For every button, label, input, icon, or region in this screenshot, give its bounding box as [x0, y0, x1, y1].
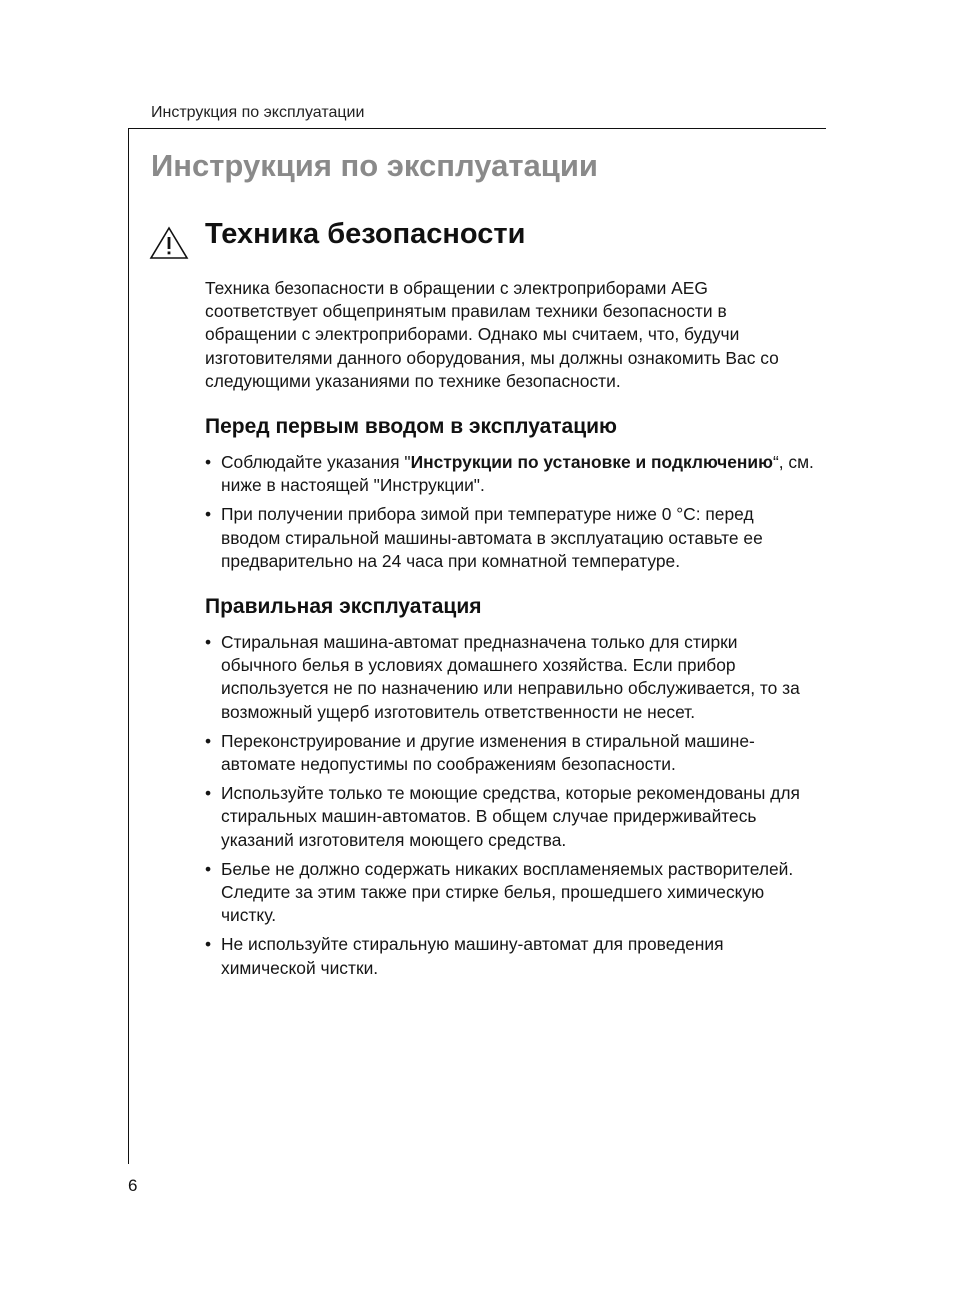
section-title: Техника безопасности [205, 218, 526, 250]
bullet-icon: • [205, 632, 212, 653]
bullet-icon: • [205, 858, 212, 879]
list-item-text: При получении прибора зимой при температуре ниже 0 °С: перед вводом стиральной машины-автомата в эксплуатацию оставьте ее предварительно на 24 часа при комнатной температуре. [221, 504, 763, 571]
before-first-use-list [205, 451, 815, 573]
proper-use-list [205, 631, 815, 980]
bullet-icon: • [205, 504, 212, 525]
bullet-icon: • [205, 783, 212, 804]
before-first-use-heading: Перед первым вводом в эксплуатацию [205, 415, 617, 439]
chapter-title: Инструкция по эксплуатации [151, 148, 598, 183]
proper-use-heading: Правильная эксплуатация [205, 595, 482, 619]
header-rule [128, 128, 826, 129]
running-header: Инструкция по эксплуатации [151, 104, 365, 121]
list-item [205, 858, 815, 928]
main-content [205, 277, 815, 980]
list-item-text: Белье не должно содержать никаких воспламеняемых растворителей. Следите за этим также при стирке белья, прошедшего химическую чистку. [221, 858, 794, 926]
list-item-text: Переконструирование и другие изменения в стиральной машине-автомате недопустимы по соображениям безопасности. [221, 730, 755, 775]
bullet-icon: • [205, 730, 212, 751]
intro-paragraph: Техника безопасности в обращении с электроприборами AEG соответствует общепринятым правилам техники безопасности в обращении с электроприборами. Однако мы считаем, что, будучи изготовителями данного оборудования, мы должны ознакомить Вас со следующими указаниями по технике безопасности. [205, 278, 779, 391]
list-item [205, 782, 815, 852]
list-item [205, 503, 815, 573]
warning-triangle-icon [149, 226, 189, 260]
list-item [205, 451, 815, 497]
list-item-text: Используйте только те моющие средства, которые рекомендованы для стиральных машин-автоматов. В общем случае придерживайтесь указаний изготовителя моющего средства. [221, 783, 800, 850]
list-item [205, 631, 815, 724]
list-item [205, 933, 815, 979]
bullet-icon: • [205, 934, 212, 955]
instruction-reference: Инструкции по установке и подключению [410, 452, 773, 473]
list-item-text: Стиральная машина-автомат предназначена только для стирки обычного белья в условиях домашнего хозяйства. Если прибор используется не по назначению или неправильно обслуживается, то за возможный ущерб изготовитель ответственности не несет. [221, 632, 800, 722]
list-item-text: Не используйте стиральную машину-автомат для проведения химической чистки. [221, 934, 724, 978]
margin-rule [128, 128, 129, 1164]
page-number: 6 [128, 1176, 138, 1195]
instruction-text-post: “, см. ниже в настоящей "Инструкции". [221, 452, 814, 496]
list-item [205, 730, 815, 776]
bullet-icon: • [205, 452, 212, 473]
instruction-text-pre: Соблюдайте указания " [221, 452, 411, 473]
